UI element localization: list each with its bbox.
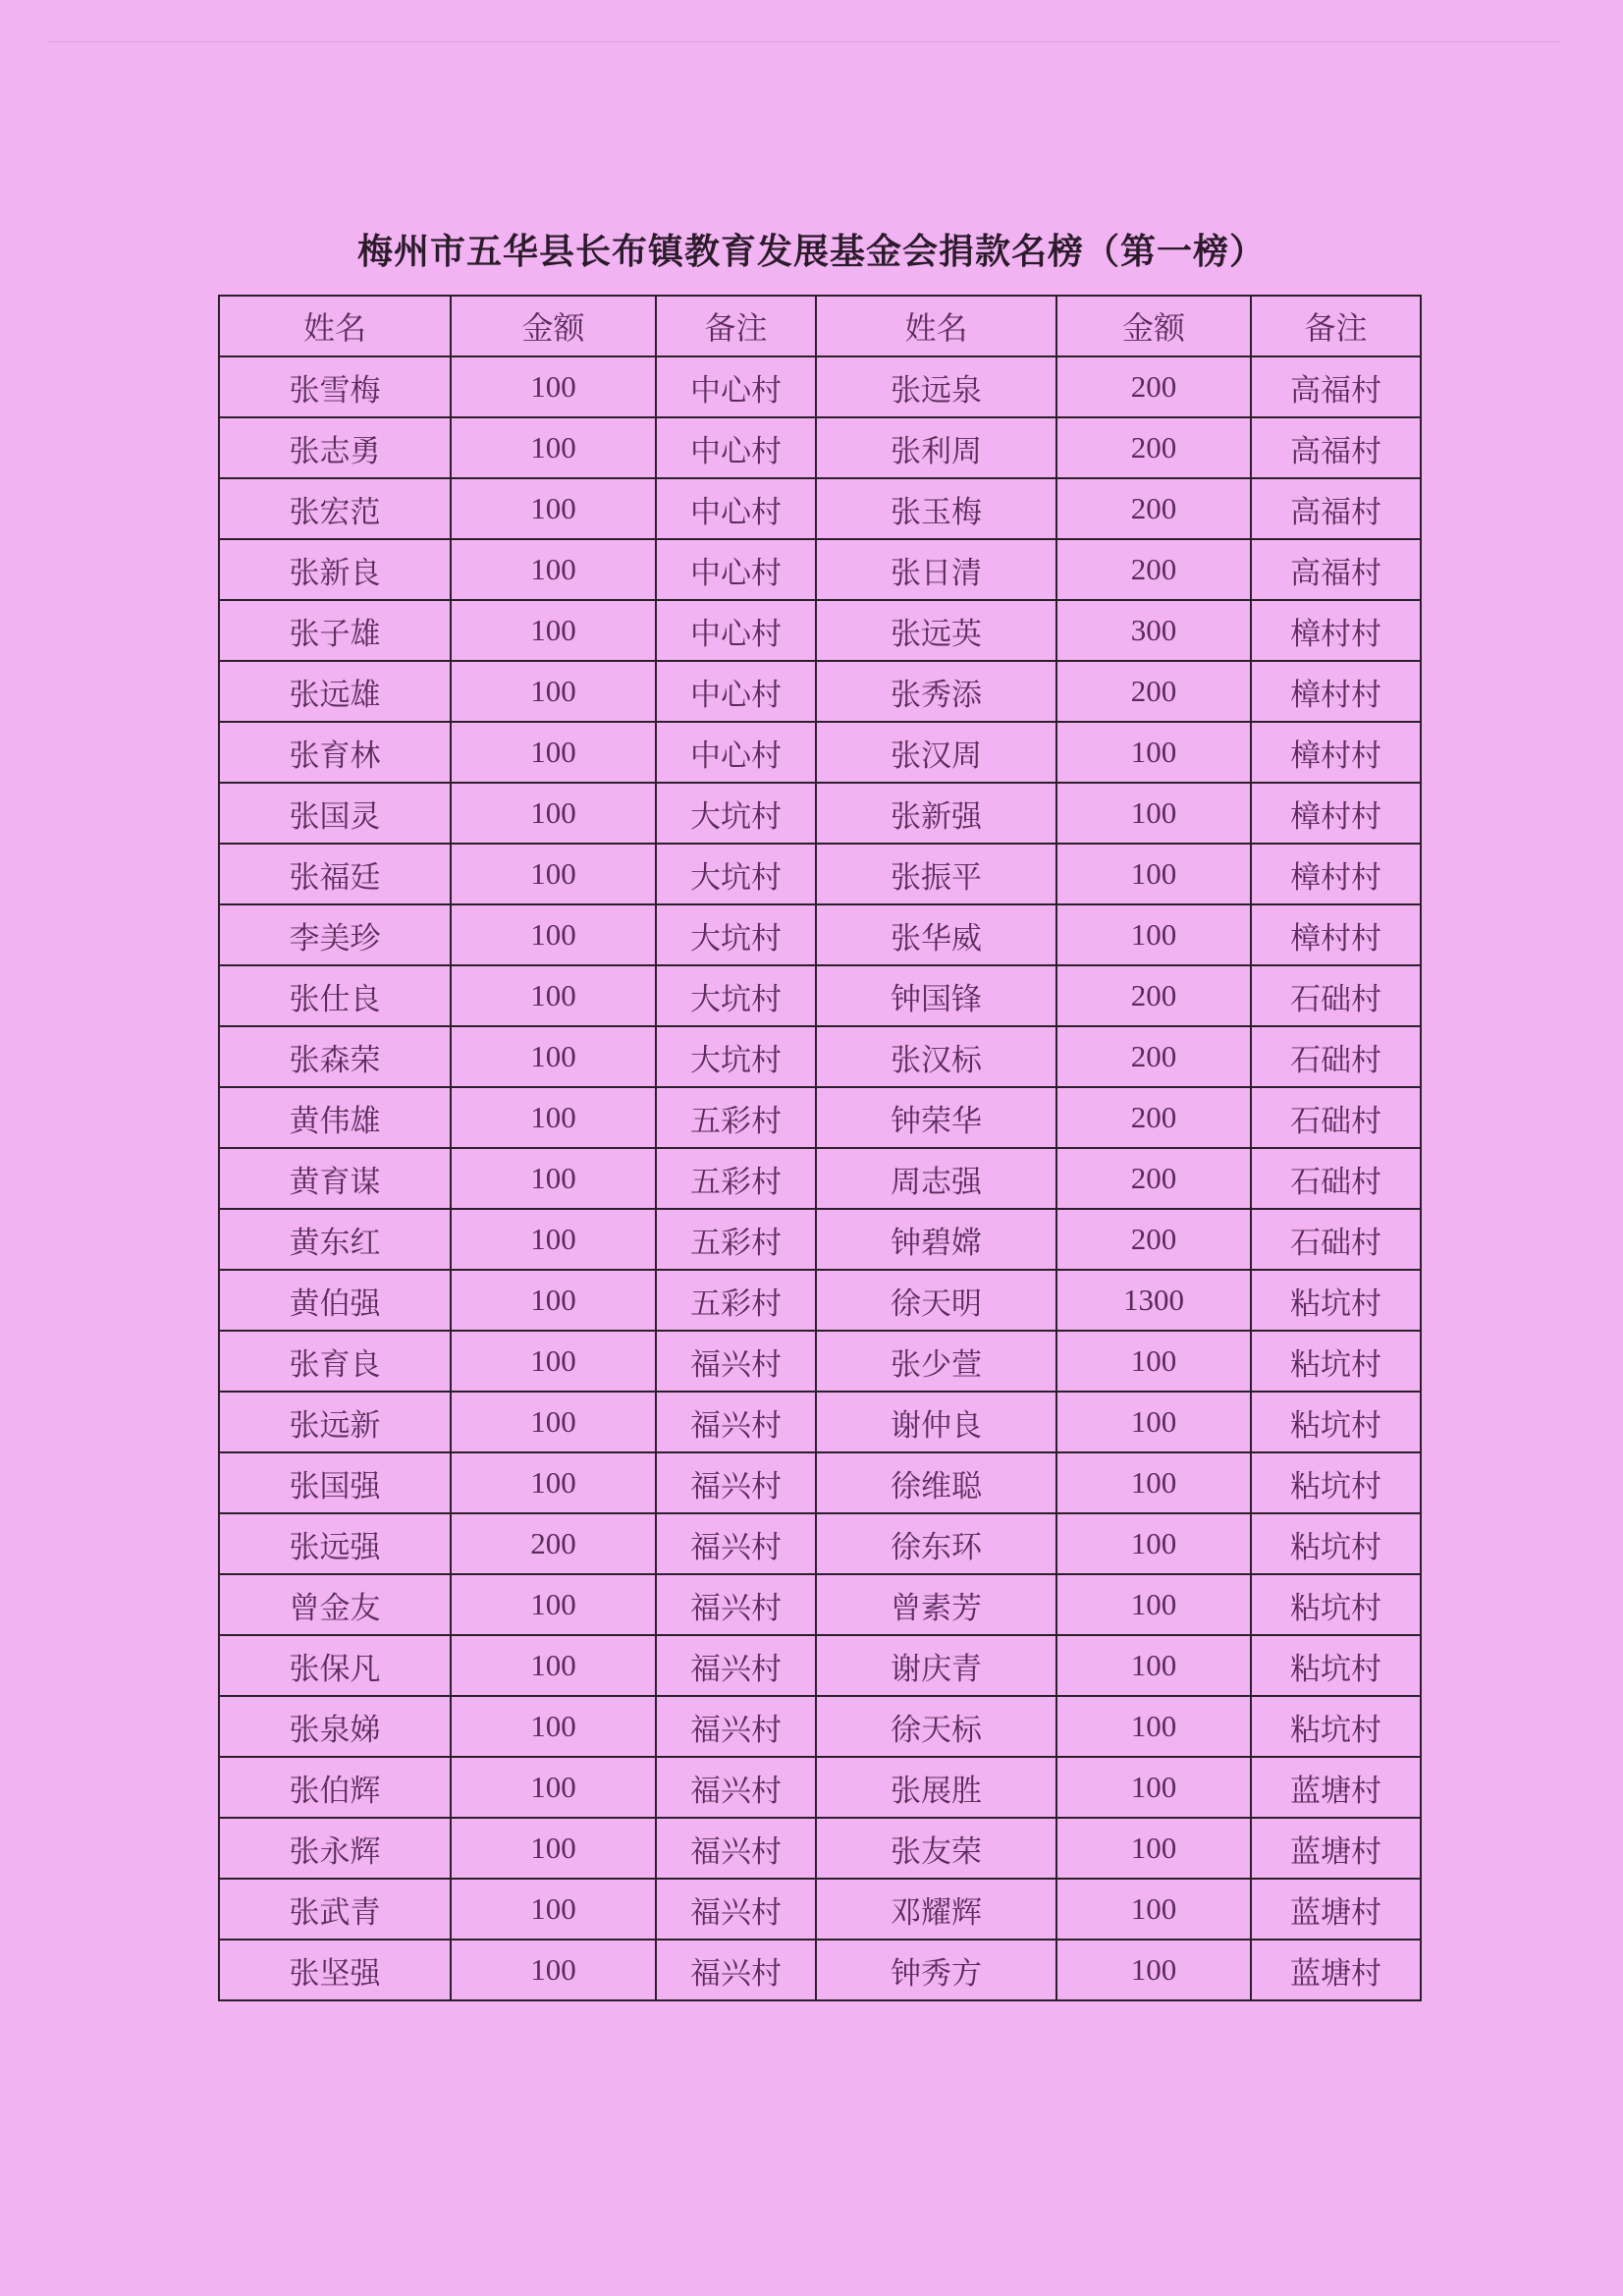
amount-cell: 100 <box>1056 1879 1251 1940</box>
donor-name-cell: 谢仲良 <box>816 1392 1056 1452</box>
table-row <box>219 1757 1421 1818</box>
village-cell: 粘坑村 <box>1251 1635 1421 1696</box>
table-row <box>219 722 1421 783</box>
table-header-row <box>219 296 1421 356</box>
table-row <box>219 417 1421 478</box>
table-row <box>219 783 1421 844</box>
top-rule <box>49 41 1561 42</box>
table-row <box>219 1331 1421 1392</box>
village-cell: 粘坑村 <box>1251 1452 1421 1513</box>
village-cell: 大坑村 <box>656 783 816 844</box>
amount-cell: 200 <box>1056 965 1251 1026</box>
donor-name-cell: 张秀添 <box>816 661 1056 722</box>
village-cell: 中心村 <box>656 722 816 783</box>
donor-name-cell: 张永辉 <box>219 1818 451 1879</box>
village-cell: 福兴村 <box>656 1574 816 1635</box>
amount-cell: 100 <box>1056 844 1251 904</box>
village-cell: 福兴村 <box>656 1940 816 2000</box>
village-cell: 大坑村 <box>656 965 816 1026</box>
table-row <box>219 1879 1421 1940</box>
village-cell: 福兴村 <box>656 1513 816 1574</box>
donor-name-cell: 徐维聪 <box>816 1452 1056 1513</box>
amount-cell: 100 <box>1056 1331 1251 1392</box>
donor-name-cell: 张振平 <box>816 844 1056 904</box>
village-cell: 大坑村 <box>656 904 816 965</box>
amount-cell: 200 <box>1056 1209 1251 1270</box>
amount-cell: 100 <box>1056 1696 1251 1757</box>
table-row <box>219 539 1421 600</box>
amount-cell: 200 <box>1056 356 1251 417</box>
donor-name-cell: 徐天标 <box>816 1696 1056 1757</box>
table-row <box>219 1452 1421 1513</box>
table-row <box>219 965 1421 1026</box>
table-row <box>219 661 1421 722</box>
amount-cell: 100 <box>1056 1940 1251 2000</box>
village-cell: 蓝塘村 <box>1251 1818 1421 1879</box>
amount-cell: 100 <box>451 722 656 783</box>
table-row <box>219 844 1421 904</box>
donor-name-cell: 张仕良 <box>219 965 451 1026</box>
donation-table <box>218 295 1422 2001</box>
amount-cell: 100 <box>451 904 656 965</box>
village-cell: 福兴村 <box>656 1879 816 1940</box>
amount-cell: 100 <box>1056 904 1251 965</box>
donor-name-cell: 谢庆青 <box>816 1635 1056 1696</box>
donor-name-cell: 张汉标 <box>816 1026 1056 1087</box>
donor-name-cell: 徐天明 <box>816 1270 1056 1331</box>
village-cell: 石础村 <box>1251 965 1421 1026</box>
amount-cell: 100 <box>451 1452 656 1513</box>
amount-cell: 100 <box>451 356 656 417</box>
donor-name-cell: 张远英 <box>816 600 1056 661</box>
amount-cell: 100 <box>451 1696 656 1757</box>
village-cell: 中心村 <box>656 600 816 661</box>
table-row <box>219 1513 1421 1574</box>
table-row <box>219 1696 1421 1757</box>
village-cell: 樟村村 <box>1251 904 1421 965</box>
village-cell: 粘坑村 <box>1251 1696 1421 1757</box>
amount-cell: 100 <box>451 417 656 478</box>
amount-cell: 200 <box>1056 478 1251 539</box>
header-name-2: 姓名 <box>816 296 1056 356</box>
donor-name-cell: 张雪梅 <box>219 356 451 417</box>
donor-name-cell: 黄伟雄 <box>219 1087 451 1148</box>
amount-cell: 100 <box>1056 1818 1251 1879</box>
header-amount-1: 金额 <box>451 296 656 356</box>
village-cell: 高福村 <box>1251 539 1421 600</box>
table-row <box>219 1026 1421 1087</box>
amount-cell: 100 <box>451 1026 656 1087</box>
donor-name-cell: 钟碧嫦 <box>816 1209 1056 1270</box>
table-row <box>219 1818 1421 1879</box>
donor-name-cell: 张远新 <box>219 1392 451 1452</box>
table-row <box>219 1392 1421 1452</box>
amount-cell: 100 <box>451 965 656 1026</box>
village-cell: 福兴村 <box>656 1635 816 1696</box>
header-remark-1: 备注 <box>656 296 816 356</box>
village-cell: 石础村 <box>1251 1087 1421 1148</box>
donor-name-cell: 张宏范 <box>219 478 451 539</box>
donor-name-cell: 曾金友 <box>219 1574 451 1635</box>
donor-name-cell: 张国灵 <box>219 783 451 844</box>
table-row <box>219 356 1421 417</box>
header-remark-2: 备注 <box>1251 296 1421 356</box>
village-cell: 粘坑村 <box>1251 1574 1421 1635</box>
amount-cell: 100 <box>1056 1757 1251 1818</box>
village-cell: 五彩村 <box>656 1270 816 1331</box>
village-cell: 蓝塘村 <box>1251 1940 1421 2000</box>
amount-cell: 100 <box>451 1818 656 1879</box>
amount-cell: 100 <box>451 600 656 661</box>
village-cell: 樟村村 <box>1251 722 1421 783</box>
village-cell: 中心村 <box>656 661 816 722</box>
village-cell: 福兴村 <box>656 1452 816 1513</box>
donor-name-cell: 张利周 <box>816 417 1056 478</box>
amount-cell: 100 <box>1056 783 1251 844</box>
table-row <box>219 1635 1421 1696</box>
village-cell: 福兴村 <box>656 1818 816 1879</box>
donor-name-cell: 张远泉 <box>816 356 1056 417</box>
donor-name-cell: 张泉娣 <box>219 1696 451 1757</box>
donor-name-cell: 张育良 <box>219 1331 451 1392</box>
village-cell: 粘坑村 <box>1251 1392 1421 1452</box>
table-row <box>219 1087 1421 1148</box>
donor-name-cell: 张友荣 <box>816 1818 1056 1879</box>
village-cell: 樟村村 <box>1251 844 1421 904</box>
amount-cell: 100 <box>1056 722 1251 783</box>
amount-cell: 200 <box>1056 661 1251 722</box>
amount-cell: 200 <box>1056 417 1251 478</box>
village-cell: 蓝塘村 <box>1251 1757 1421 1818</box>
donor-name-cell: 张新良 <box>219 539 451 600</box>
donor-name-cell: 张汉周 <box>816 722 1056 783</box>
amount-cell: 100 <box>451 1635 656 1696</box>
donor-name-cell: 张森荣 <box>219 1026 451 1087</box>
donor-name-cell: 张坚强 <box>219 1940 451 2000</box>
amount-cell: 100 <box>451 1148 656 1209</box>
amount-cell: 100 <box>1056 1392 1251 1452</box>
table-row <box>219 1940 1421 2000</box>
donor-name-cell: 张伯辉 <box>219 1757 451 1818</box>
donor-name-cell: 徐东环 <box>816 1513 1056 1574</box>
donor-name-cell: 张远强 <box>219 1513 451 1574</box>
amount-cell: 100 <box>451 1757 656 1818</box>
village-cell: 中心村 <box>656 478 816 539</box>
village-cell: 大坑村 <box>656 844 816 904</box>
donor-name-cell: 张展胜 <box>816 1757 1056 1818</box>
amount-cell: 300 <box>1056 600 1251 661</box>
table-row <box>219 904 1421 965</box>
donor-name-cell: 邓耀辉 <box>816 1879 1056 1940</box>
donor-name-cell: 张新强 <box>816 783 1056 844</box>
amount-cell: 1300 <box>1056 1270 1251 1331</box>
village-cell: 五彩村 <box>656 1209 816 1270</box>
amount-cell: 100 <box>451 661 656 722</box>
table-row <box>219 1574 1421 1635</box>
village-cell: 石础村 <box>1251 1148 1421 1209</box>
donor-name-cell: 黄伯强 <box>219 1270 451 1331</box>
donor-name-cell: 张少萱 <box>816 1331 1056 1392</box>
village-cell: 中心村 <box>656 417 816 478</box>
village-cell: 蓝塘村 <box>1251 1879 1421 1940</box>
donor-name-cell: 钟国锋 <box>816 965 1056 1026</box>
village-cell: 高福村 <box>1251 478 1421 539</box>
donor-name-cell: 张武青 <box>219 1879 451 1940</box>
village-cell: 石础村 <box>1251 1026 1421 1087</box>
village-cell: 粘坑村 <box>1251 1513 1421 1574</box>
amount-cell: 100 <box>1056 1513 1251 1574</box>
amount-cell: 100 <box>451 1087 656 1148</box>
amount-cell: 200 <box>451 1513 656 1574</box>
donor-name-cell: 黄东红 <box>219 1209 451 1270</box>
village-cell: 福兴村 <box>656 1392 816 1452</box>
donor-name-cell: 张远雄 <box>219 661 451 722</box>
village-cell: 中心村 <box>656 539 816 600</box>
amount-cell: 200 <box>1056 1148 1251 1209</box>
donor-name-cell: 钟秀方 <box>816 1940 1056 2000</box>
village-cell: 福兴村 <box>656 1696 816 1757</box>
table-body <box>219 356 1421 2000</box>
village-cell: 樟村村 <box>1251 600 1421 661</box>
village-cell: 中心村 <box>656 356 816 417</box>
amount-cell: 100 <box>451 1331 656 1392</box>
donor-name-cell: 张玉梅 <box>816 478 1056 539</box>
donor-name-cell: 钟荣华 <box>816 1087 1056 1148</box>
amount-cell: 200 <box>1056 539 1251 600</box>
amount-cell: 100 <box>451 1574 656 1635</box>
table-row <box>219 1270 1421 1331</box>
donor-name-cell: 张保凡 <box>219 1635 451 1696</box>
village-cell: 樟村村 <box>1251 661 1421 722</box>
village-cell: 粘坑村 <box>1251 1331 1421 1392</box>
village-cell: 福兴村 <box>656 1757 816 1818</box>
amount-cell: 200 <box>1056 1026 1251 1087</box>
village-cell: 福兴村 <box>656 1331 816 1392</box>
village-cell: 高福村 <box>1251 417 1421 478</box>
donor-name-cell: 张华威 <box>816 904 1056 965</box>
amount-cell: 100 <box>451 1209 656 1270</box>
village-cell: 粘坑村 <box>1251 1270 1421 1331</box>
donor-name-cell: 张育林 <box>219 722 451 783</box>
header-amount-2: 金额 <box>1056 296 1251 356</box>
amount-cell: 100 <box>451 1879 656 1940</box>
village-cell: 樟村村 <box>1251 783 1421 844</box>
village-cell: 石础村 <box>1251 1209 1421 1270</box>
donor-name-cell: 黄育谋 <box>219 1148 451 1209</box>
donor-name-cell: 曾素芳 <box>816 1574 1056 1635</box>
amount-cell: 200 <box>1056 1087 1251 1148</box>
amount-cell: 100 <box>451 478 656 539</box>
table-row <box>219 478 1421 539</box>
village-cell: 五彩村 <box>656 1087 816 1148</box>
donor-name-cell: 周志强 <box>816 1148 1056 1209</box>
donor-name-cell: 张福廷 <box>219 844 451 904</box>
page-title: 梅州市五华县长布镇教育发展基金会捐款名榜（第一榜） <box>356 232 1266 272</box>
header-name-1: 姓名 <box>219 296 451 356</box>
amount-cell: 100 <box>1056 1574 1251 1635</box>
donor-name-cell: 张志勇 <box>219 417 451 478</box>
village-cell: 高福村 <box>1251 356 1421 417</box>
amount-cell: 100 <box>451 783 656 844</box>
amount-cell: 100 <box>451 1392 656 1452</box>
village-cell: 五彩村 <box>656 1148 816 1209</box>
donor-name-cell: 张子雄 <box>219 600 451 661</box>
amount-cell: 100 <box>1056 1635 1251 1696</box>
table-row <box>219 1148 1421 1209</box>
amount-cell: 100 <box>1056 1452 1251 1513</box>
donor-name-cell: 张日清 <box>816 539 1056 600</box>
amount-cell: 100 <box>451 539 656 600</box>
donor-name-cell: 张国强 <box>219 1452 451 1513</box>
amount-cell: 100 <box>451 1940 656 2000</box>
amount-cell: 100 <box>451 1270 656 1331</box>
village-cell: 大坑村 <box>656 1026 816 1087</box>
table-row <box>219 600 1421 661</box>
amount-cell: 100 <box>451 844 656 904</box>
table-row <box>219 1209 1421 1270</box>
donor-name-cell: 李美珍 <box>219 904 451 965</box>
